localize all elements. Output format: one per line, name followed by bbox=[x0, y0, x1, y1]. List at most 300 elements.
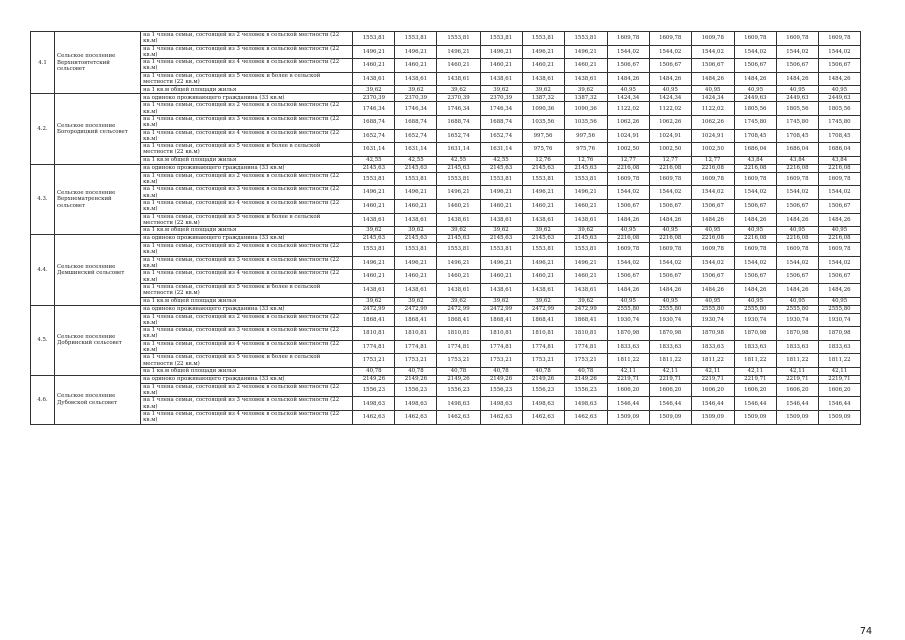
value-cell: 1498,63 bbox=[353, 397, 395, 411]
value-cell: 1553,81 bbox=[437, 32, 480, 46]
value-cell: 1544,02 bbox=[649, 45, 691, 59]
value-cell: 1868,41 bbox=[564, 313, 607, 327]
value-cell: 1606,20 bbox=[691, 383, 734, 397]
value-cell: 42,55 bbox=[395, 156, 437, 164]
value-cell: 1496,21 bbox=[395, 45, 437, 59]
value-cell: 39,62 bbox=[564, 297, 607, 305]
value-cell: 1774,81 bbox=[353, 340, 395, 354]
value-cell: 40,95 bbox=[734, 227, 776, 235]
value-cell: 40,78 bbox=[353, 367, 395, 375]
section-number: 4.4. bbox=[31, 235, 55, 305]
value-cell: 1930,74 bbox=[691, 313, 734, 327]
table-row bbox=[31, 283, 861, 297]
value-cell: 1062,26 bbox=[607, 115, 649, 129]
value-cell: 1509,09 bbox=[818, 411, 860, 425]
table-row bbox=[31, 313, 861, 327]
value-cell: 1438,61 bbox=[353, 213, 395, 227]
row-label: на одиноко проживающего гражданина (33 кв.м) bbox=[141, 375, 353, 383]
value-cell: 1553,81 bbox=[353, 32, 395, 46]
value-cell: 975,76 bbox=[564, 143, 607, 157]
value-cell: 42,55 bbox=[353, 156, 395, 164]
value-cell: 1609,78 bbox=[734, 243, 776, 257]
value-cell: 1462,63 bbox=[564, 411, 607, 425]
value-cell: 40,95 bbox=[776, 86, 818, 94]
value-cell: 1462,63 bbox=[395, 411, 437, 425]
value-cell: 1811,22 bbox=[607, 354, 649, 368]
value-cell: 1484,26 bbox=[818, 283, 860, 297]
value-cell: 1496,21 bbox=[564, 256, 607, 270]
value-cell: 1506,67 bbox=[776, 270, 818, 284]
value-cell: 1438,61 bbox=[522, 72, 564, 86]
table-row bbox=[31, 383, 861, 397]
value-cell: 2219,71 bbox=[734, 375, 776, 383]
value-cell: 40,95 bbox=[649, 86, 691, 94]
value-cell: 1484,26 bbox=[607, 72, 649, 86]
value-cell: 1484,26 bbox=[691, 213, 734, 227]
row-label: на 1 кв.м общей площади жилья bbox=[141, 156, 353, 164]
value-cell: 1496,21 bbox=[353, 45, 395, 59]
value-cell: 1438,61 bbox=[564, 213, 607, 227]
value-cell: 1438,61 bbox=[564, 283, 607, 297]
value-cell: 1002,50 bbox=[691, 143, 734, 157]
table-row bbox=[31, 305, 861, 313]
value-cell: 2555,80 bbox=[691, 305, 734, 313]
value-cell: 2216,08 bbox=[734, 235, 776, 243]
value-cell: 1506,67 bbox=[691, 270, 734, 284]
value-cell: 1544,02 bbox=[776, 256, 818, 270]
value-cell: 1438,61 bbox=[480, 283, 522, 297]
value-cell: 1460,21 bbox=[437, 199, 480, 213]
value-cell: 1609,78 bbox=[607, 172, 649, 186]
value-cell: 2472,99 bbox=[564, 305, 607, 313]
settlement-name: Сельское поселение Дубовской сельсовет bbox=[55, 375, 141, 424]
value-cell: 1556,23 bbox=[480, 383, 522, 397]
value-cell: 43,84 bbox=[776, 156, 818, 164]
value-cell: 1484,26 bbox=[649, 213, 691, 227]
value-cell: 1688,74 bbox=[437, 115, 480, 129]
section-number: 4.5. bbox=[31, 305, 55, 375]
value-cell: 1546,44 bbox=[818, 397, 860, 411]
value-cell: 40,95 bbox=[649, 227, 691, 235]
value-cell: 1496,21 bbox=[437, 45, 480, 59]
value-cell: 1609,78 bbox=[691, 32, 734, 46]
value-cell: 1546,44 bbox=[776, 397, 818, 411]
value-cell: 1686,04 bbox=[734, 143, 776, 157]
value-cell: 1506,67 bbox=[818, 270, 860, 284]
value-cell: 1609,78 bbox=[734, 172, 776, 186]
value-cell: 40,95 bbox=[734, 297, 776, 305]
value-cell: 1609,78 bbox=[776, 32, 818, 46]
value-cell: 1805,56 bbox=[818, 102, 860, 116]
value-cell: 1553,81 bbox=[480, 172, 522, 186]
value-cell: 42,11 bbox=[734, 367, 776, 375]
section-number: 4.3. bbox=[31, 164, 55, 234]
value-cell: 1424,34 bbox=[691, 94, 734, 102]
value-cell: 1774,81 bbox=[564, 340, 607, 354]
value-cell: 42,55 bbox=[437, 156, 480, 164]
value-cell: 1460,21 bbox=[522, 59, 564, 73]
value-cell: 1506,67 bbox=[691, 59, 734, 73]
value-cell: 1870,98 bbox=[734, 327, 776, 341]
value-cell: 1930,74 bbox=[607, 313, 649, 327]
value-cell: 1122,02 bbox=[691, 102, 734, 116]
value-cell: 1556,23 bbox=[353, 383, 395, 397]
value-cell: 12,77 bbox=[607, 156, 649, 164]
row-label: на 1 кв.м общей площади жилья bbox=[141, 297, 353, 305]
value-cell: 1024,91 bbox=[607, 129, 649, 143]
value-cell: 1506,67 bbox=[818, 199, 860, 213]
value-cell: 1553,81 bbox=[522, 172, 564, 186]
value-cell: 1506,67 bbox=[776, 199, 818, 213]
table-row bbox=[31, 270, 861, 284]
value-cell: 1774,81 bbox=[480, 340, 522, 354]
value-cell: 1609,78 bbox=[818, 172, 860, 186]
table-row bbox=[31, 367, 861, 375]
row-label: на 1 члена семьи, состоящей из 4 человек в сельской местности (22 кв.м) bbox=[141, 129, 353, 143]
value-cell: 2219,71 bbox=[649, 375, 691, 383]
value-cell: 1753,21 bbox=[395, 354, 437, 368]
settlement-name: Сельское поселение Богородицкий сельсовет bbox=[55, 94, 141, 164]
value-cell: 2555,80 bbox=[649, 305, 691, 313]
value-cell: 1460,21 bbox=[564, 199, 607, 213]
value-cell: 2370,39 bbox=[353, 94, 395, 102]
value-cell: 1868,41 bbox=[395, 313, 437, 327]
value-cell: 1460,21 bbox=[395, 270, 437, 284]
section-number: 4.6. bbox=[31, 375, 55, 424]
row-label: на 1 члена семьи, состоящей из 5 человек и более в сельской местности (22 кв.м) bbox=[141, 283, 353, 297]
value-cell: 2555,80 bbox=[776, 305, 818, 313]
value-cell: 1460,21 bbox=[353, 199, 395, 213]
value-cell: 1496,21 bbox=[522, 256, 564, 270]
value-cell: 39,62 bbox=[395, 297, 437, 305]
value-cell: 1606,20 bbox=[607, 383, 649, 397]
row-label: на 1 члена семьи, состоящей из 4 человек в сельской местности (22 кв.м) bbox=[141, 59, 353, 73]
table-row bbox=[31, 129, 861, 143]
value-cell: 1606,20 bbox=[649, 383, 691, 397]
value-cell: 1930,74 bbox=[649, 313, 691, 327]
table-row bbox=[31, 199, 861, 213]
value-cell: 1544,02 bbox=[649, 256, 691, 270]
value-cell: 1556,23 bbox=[395, 383, 437, 397]
value-cell: 1631,14 bbox=[480, 143, 522, 157]
value-cell: 1438,61 bbox=[522, 283, 564, 297]
value-cell: 40,95 bbox=[691, 227, 734, 235]
value-cell: 1544,02 bbox=[649, 186, 691, 200]
value-cell: 2555,80 bbox=[734, 305, 776, 313]
value-cell: 1544,02 bbox=[691, 45, 734, 59]
value-cell: 1496,21 bbox=[522, 186, 564, 200]
value-cell: 1062,26 bbox=[691, 115, 734, 129]
value-cell: 1753,21 bbox=[480, 354, 522, 368]
value-cell: 40,95 bbox=[649, 297, 691, 305]
row-label: на 1 члена семьи, состоящей из 2 человек в сельской местности (22 кв.м) bbox=[141, 243, 353, 257]
value-cell: 2145,63 bbox=[564, 164, 607, 172]
value-cell: 1506,67 bbox=[649, 199, 691, 213]
value-cell: 39,62 bbox=[353, 227, 395, 235]
value-cell: 1553,81 bbox=[522, 32, 564, 46]
value-cell: 42,11 bbox=[607, 367, 649, 375]
table-row bbox=[31, 327, 861, 341]
value-cell: 1631,14 bbox=[437, 143, 480, 157]
value-cell: 1496,21 bbox=[522, 45, 564, 59]
value-cell: 1746,34 bbox=[480, 102, 522, 116]
table-row bbox=[31, 94, 861, 102]
value-cell: 12,77 bbox=[649, 156, 691, 164]
value-cell: 1833,63 bbox=[818, 340, 860, 354]
value-cell: 1460,21 bbox=[564, 59, 607, 73]
table-row bbox=[31, 45, 861, 59]
value-cell: 12,77 bbox=[691, 156, 734, 164]
value-cell: 1090,36 bbox=[522, 102, 564, 116]
value-cell: 1746,34 bbox=[395, 102, 437, 116]
value-cell: 42,55 bbox=[480, 156, 522, 164]
value-cell: 1438,61 bbox=[437, 213, 480, 227]
value-cell: 1708,45 bbox=[776, 129, 818, 143]
settlement-name: Сельское поселение Верхнематренский сельсовет bbox=[55, 164, 141, 234]
value-cell: 43,84 bbox=[734, 156, 776, 164]
value-cell: 2216,08 bbox=[776, 235, 818, 243]
value-cell: 1606,20 bbox=[818, 383, 860, 397]
value-cell: 1609,78 bbox=[776, 172, 818, 186]
value-cell: 1609,78 bbox=[734, 32, 776, 46]
row-label: на одиноко проживающего гражданина (33 кв.м) bbox=[141, 94, 353, 102]
value-cell: 1498,63 bbox=[564, 397, 607, 411]
value-cell: 1870,98 bbox=[607, 327, 649, 341]
value-cell: 1506,67 bbox=[607, 270, 649, 284]
value-cell: 1753,21 bbox=[353, 354, 395, 368]
value-cell: 1484,26 bbox=[776, 283, 818, 297]
value-cell: 1122,02 bbox=[649, 102, 691, 116]
value-cell: 2555,80 bbox=[607, 305, 649, 313]
section-number: 4.1 bbox=[31, 32, 55, 94]
value-cell: 1810,81 bbox=[564, 327, 607, 341]
value-cell: 1609,78 bbox=[607, 243, 649, 257]
value-cell: 2149,26 bbox=[480, 375, 522, 383]
value-cell: 40,95 bbox=[691, 297, 734, 305]
value-cell: 1553,81 bbox=[564, 32, 607, 46]
value-cell: 1868,41 bbox=[353, 313, 395, 327]
value-cell: 1546,44 bbox=[734, 397, 776, 411]
row-label: на 1 члена семьи, состоящей из 5 человек и более в сельской местности (22 кв.м) bbox=[141, 143, 353, 157]
row-label: на 1 члена семьи, состоящей из 5 человек и более в сельской местности (22 кв.м) bbox=[141, 72, 353, 86]
value-cell: 1462,63 bbox=[437, 411, 480, 425]
value-cell: 1509,09 bbox=[776, 411, 818, 425]
table-row bbox=[31, 397, 861, 411]
value-cell: 40,95 bbox=[818, 227, 860, 235]
value-cell: 40,95 bbox=[818, 297, 860, 305]
value-cell: 1870,98 bbox=[691, 327, 734, 341]
value-cell: 1553,81 bbox=[564, 172, 607, 186]
value-cell: 1484,26 bbox=[734, 213, 776, 227]
value-cell: 39,62 bbox=[437, 227, 480, 235]
value-cell: 1438,61 bbox=[522, 213, 564, 227]
value-cell: 1484,26 bbox=[734, 72, 776, 86]
value-cell: 1496,21 bbox=[564, 45, 607, 59]
value-cell: 1506,67 bbox=[607, 199, 649, 213]
value-cell: 1438,61 bbox=[353, 283, 395, 297]
value-cell: 1810,81 bbox=[353, 327, 395, 341]
table-row bbox=[31, 297, 861, 305]
table-row bbox=[31, 156, 861, 164]
row-label: на 1 члена семьи, состоящей из 3 человек в сельской местности (22 кв.м) bbox=[141, 45, 353, 59]
value-cell: 2555,80 bbox=[818, 305, 860, 313]
table-row bbox=[31, 340, 861, 354]
value-cell: 1496,21 bbox=[437, 256, 480, 270]
value-cell: 1745,80 bbox=[776, 115, 818, 129]
value-cell: 39,62 bbox=[480, 297, 522, 305]
value-cell: 2145,63 bbox=[353, 164, 395, 172]
value-cell: 1544,02 bbox=[818, 256, 860, 270]
table-body bbox=[31, 32, 861, 425]
value-cell: 2216,08 bbox=[818, 235, 860, 243]
value-cell: 40,78 bbox=[480, 367, 522, 375]
value-cell: 42,11 bbox=[818, 367, 860, 375]
value-cell: 1833,63 bbox=[691, 340, 734, 354]
value-cell: 1090,36 bbox=[564, 102, 607, 116]
value-cell: 39,62 bbox=[395, 227, 437, 235]
value-cell: 2449,63 bbox=[776, 94, 818, 102]
row-label: на одиноко проживающего гражданина (33 кв.м) bbox=[141, 305, 353, 313]
value-cell: 1553,81 bbox=[437, 172, 480, 186]
value-cell: 1811,22 bbox=[691, 354, 734, 368]
row-label: на 1 члена семьи, состоящей из 4 человек в сельской местности (22 кв.м) bbox=[141, 199, 353, 213]
value-cell: 2219,71 bbox=[607, 375, 649, 383]
row-label: на 1 члена семьи, состоящей из 5 человек и более в сельской местности (22 кв.м) bbox=[141, 354, 353, 368]
value-cell: 1387,32 bbox=[564, 94, 607, 102]
value-cell: 1496,21 bbox=[480, 256, 522, 270]
value-cell: 1544,02 bbox=[607, 45, 649, 59]
value-cell: 1544,02 bbox=[734, 186, 776, 200]
value-cell: 12,76 bbox=[564, 156, 607, 164]
value-cell: 1544,02 bbox=[734, 45, 776, 59]
value-cell: 1462,63 bbox=[353, 411, 395, 425]
row-label: на 1 члена семьи, состоящей из 3 человек в сельской местности (22 кв.м) bbox=[141, 115, 353, 129]
row-label: на 1 члена семьи, состоящей из 3 человек в сельской местности (22 кв.м) bbox=[141, 397, 353, 411]
value-cell: 1438,61 bbox=[353, 72, 395, 86]
value-cell: 1460,21 bbox=[395, 199, 437, 213]
settlement-name: Сельское поселение Демшинский сельсовет bbox=[55, 235, 141, 305]
page-number: 74 bbox=[859, 626, 872, 637]
value-cell: 1484,26 bbox=[691, 72, 734, 86]
value-cell: 2216,08 bbox=[649, 235, 691, 243]
value-cell: 1746,34 bbox=[437, 102, 480, 116]
value-cell: 1387,32 bbox=[522, 94, 564, 102]
table-row bbox=[31, 354, 861, 368]
value-cell: 1484,26 bbox=[607, 283, 649, 297]
value-cell: 997,56 bbox=[522, 129, 564, 143]
value-cell: 1506,67 bbox=[734, 199, 776, 213]
value-cell: 2145,63 bbox=[353, 235, 395, 243]
table-row bbox=[31, 143, 861, 157]
value-cell: 1484,26 bbox=[691, 283, 734, 297]
value-cell: 1460,21 bbox=[480, 270, 522, 284]
value-cell: 1805,56 bbox=[776, 102, 818, 116]
value-cell: 1544,02 bbox=[818, 186, 860, 200]
value-cell: 1484,26 bbox=[649, 283, 691, 297]
value-cell: 12,76 bbox=[522, 156, 564, 164]
value-cell: 1438,61 bbox=[480, 72, 522, 86]
table-row bbox=[31, 186, 861, 200]
value-cell: 39,62 bbox=[395, 86, 437, 94]
value-cell: 1498,63 bbox=[437, 397, 480, 411]
value-cell: 1438,61 bbox=[480, 213, 522, 227]
value-cell: 40,95 bbox=[776, 227, 818, 235]
value-cell: 40,95 bbox=[691, 86, 734, 94]
value-cell: 1556,23 bbox=[564, 383, 607, 397]
value-cell: 1708,45 bbox=[818, 129, 860, 143]
value-cell: 1753,21 bbox=[437, 354, 480, 368]
value-cell: 40,78 bbox=[522, 367, 564, 375]
value-cell: 1462,63 bbox=[480, 411, 522, 425]
value-cell: 1460,21 bbox=[522, 270, 564, 284]
value-cell: 1688,74 bbox=[480, 115, 522, 129]
value-cell: 1774,81 bbox=[522, 340, 564, 354]
value-cell: 997,56 bbox=[564, 129, 607, 143]
table-row bbox=[31, 59, 861, 73]
value-cell: 40,78 bbox=[395, 367, 437, 375]
value-cell: 1805,56 bbox=[734, 102, 776, 116]
value-cell: 1496,21 bbox=[480, 186, 522, 200]
value-cell: 1438,61 bbox=[395, 283, 437, 297]
table-row bbox=[31, 375, 861, 383]
row-label: на 1 члена семьи, состоящей из 3 человек в сельской местности (22 кв.м) bbox=[141, 256, 353, 270]
value-cell: 1544,02 bbox=[776, 186, 818, 200]
value-cell: 1609,78 bbox=[691, 172, 734, 186]
value-cell: 1868,41 bbox=[522, 313, 564, 327]
value-cell: 1506,67 bbox=[649, 270, 691, 284]
value-cell: 1484,26 bbox=[776, 72, 818, 86]
value-cell: 1002,50 bbox=[607, 143, 649, 157]
value-cell: 1833,63 bbox=[649, 340, 691, 354]
value-cell: 1652,74 bbox=[480, 129, 522, 143]
value-cell: 1496,21 bbox=[480, 45, 522, 59]
value-cell: 1553,81 bbox=[480, 32, 522, 46]
value-cell: 1035,56 bbox=[564, 115, 607, 129]
value-cell: 39,62 bbox=[564, 86, 607, 94]
value-cell: 1484,26 bbox=[607, 213, 649, 227]
row-label: на 1 члена семьи, состоящей из 5 человек и более в сельской местности (22 кв.м) bbox=[141, 213, 353, 227]
value-cell: 42,11 bbox=[649, 367, 691, 375]
value-cell: 1774,81 bbox=[437, 340, 480, 354]
value-cell: 1496,21 bbox=[353, 186, 395, 200]
value-cell: 1438,61 bbox=[395, 72, 437, 86]
value-cell: 2145,63 bbox=[480, 164, 522, 172]
value-cell: 40,78 bbox=[437, 367, 480, 375]
value-cell: 1484,26 bbox=[776, 213, 818, 227]
value-cell: 1609,78 bbox=[649, 32, 691, 46]
value-cell: 1553,81 bbox=[395, 243, 437, 257]
value-cell: 39,62 bbox=[564, 227, 607, 235]
value-cell: 1544,02 bbox=[607, 186, 649, 200]
table-row bbox=[31, 164, 861, 172]
row-label: на 1 члена семьи, состоящей из 2 человек в сельской местности (22 кв.м) bbox=[141, 32, 353, 46]
value-cell: 1460,21 bbox=[564, 270, 607, 284]
settlement-name: Сельское поселение Верхнитовтетский сельсовет bbox=[55, 32, 141, 94]
value-cell: 2370,39 bbox=[437, 94, 480, 102]
value-cell: 1460,21 bbox=[353, 59, 395, 73]
value-cell: 1424,34 bbox=[649, 94, 691, 102]
value-cell: 2145,63 bbox=[564, 235, 607, 243]
value-cell: 1544,02 bbox=[607, 256, 649, 270]
value-cell: 1506,67 bbox=[734, 59, 776, 73]
value-cell: 2370,39 bbox=[395, 94, 437, 102]
value-cell: 2449,63 bbox=[734, 94, 776, 102]
value-cell: 2216,08 bbox=[691, 235, 734, 243]
value-cell: 1544,02 bbox=[734, 256, 776, 270]
value-cell: 2472,99 bbox=[522, 305, 564, 313]
value-cell: 2145,63 bbox=[522, 235, 564, 243]
value-cell: 2472,99 bbox=[353, 305, 395, 313]
